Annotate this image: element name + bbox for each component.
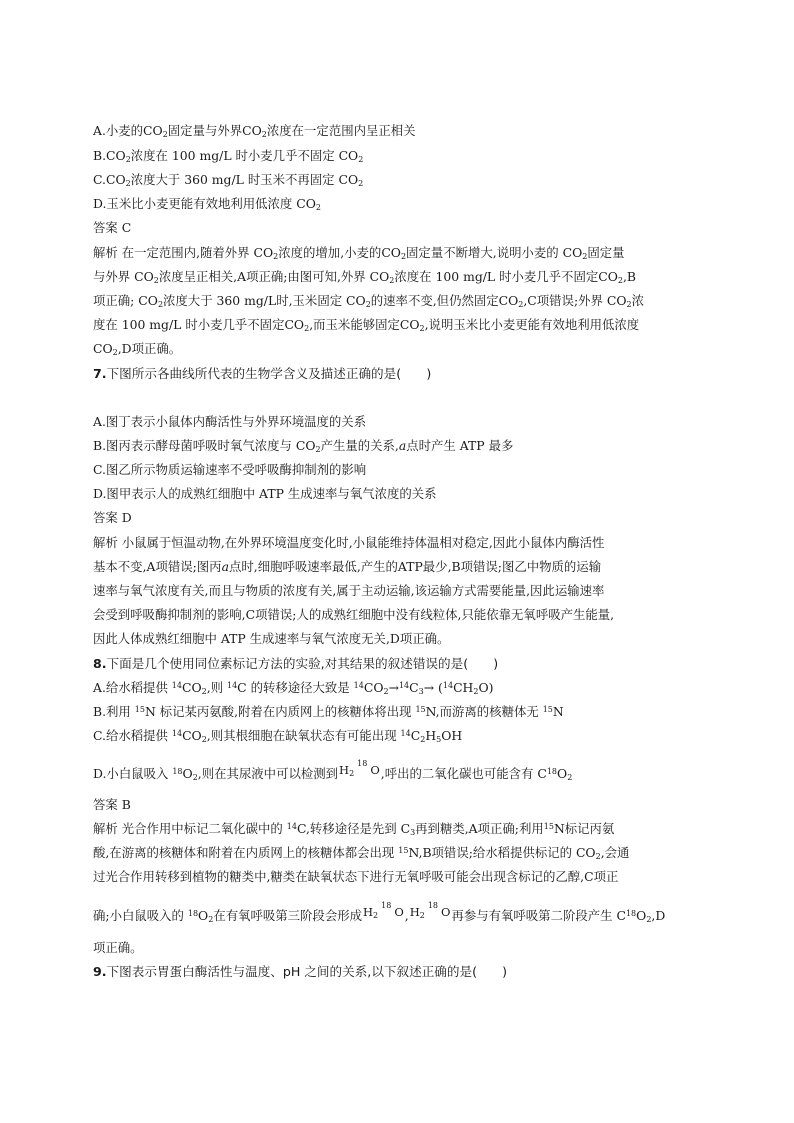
q8-analysis-line: 酸,在游离的核糖体和附着在内质网上的核糖体都会出现 $^{15}$N,B项错误;给水稻提供标记的 $CO_2$,会通 [93,845,630,861]
q6-option-d: D.玉米比小麦更能有效地利用低浓度 $CO_2$ [93,196,321,212]
q7-answer: 答案 D [93,510,132,525]
q7-analysis-line: 解析 小鼠属于恒温动物,在外界环境温度变化时,小鼠能维持体温相对稳定,因此小鼠体内酶活性 [93,535,605,550]
q7-option-b: B.图丙表示酵母菌呼吸时氧气浓度与 $CO_2$产生量的关系,a点时产生 ATP 最多 [93,438,514,454]
q8-stem: 8.下面是几个使用同位素标记方法的实验,对其结果的叙述错误的是( ) [93,656,499,671]
q8-analysis-line: 确;小白鼠吸入的 $^{18}O_2$在有氧呼吸第三阶段会形成$H_2^{18}$ $O,H_2^{18}$ O再参与有氧呼吸第二阶段产生 $C^{18}O_2,D$ [93,901,666,924]
q7-option-c: C.图乙所示物质运输速率不受呼吸酶抑制剂的影响 [93,462,367,477]
q7-analysis-line: 速率与氧气浓度有关,而且与物质的浓度有关,属于主动运输,该运输方式需要能量,因此运输速率 [93,583,605,598]
q8-analysis-line: 项正确。 [93,940,143,955]
q8-analysis-line: 解析 光合作用中标记二氧化碳中的 $^{14}$C,转移途径是先到 $C_3$再到糖类,A项正确;利用$^{15}$N标记丙氨 [93,821,615,837]
q6-analysis-line: $CO_2,D$项正确。 [93,341,182,357]
q7-analysis-line: 基本不变,A项错误;图丙a点时,细胞呼吸速率最低,产生的ATP最少,B项错误;图乙中物质的运输 [93,559,602,574]
q6-analysis-line: 与外界 $CO_2$浓度呈正相关,A项正确;由图可知,外界 $CO_2$浓度在 100 mg/L 时小麦几乎不固定$CO_2,B$ [93,269,637,285]
q7-analysis-line: 因此人体成熟红细胞中 ATP 生成速率与氧气浓度无关,D项正确。 [93,631,450,646]
q8-answer: 答案 B [93,797,131,812]
q7-option-d: D.图甲表示人的成熟红细胞中 ATP 生成速率与氧气浓度的关系 [93,486,437,501]
q6-analysis-line: 度在 100 mg/L 时小麦几乎不固定$CO_2$,而玉米能够固定$CO_2$,说明玉米比小麦更能有效地利用低浓度 [93,317,640,333]
q6-option-c: $C.CO_2$浓度大于 360 mg/L 时玉米不再固定 $CO_2$ [93,172,364,188]
q8-option-d: D.小白鼠吸入 $^{18}O_2$,则在其尿液中可以检测到$H_2^{18}$ O,呼出的二氧化碳也可能含有 $C^{18}O_2$ [93,759,573,782]
q8-option-a: A.给水稻提供 $^{14}CO_2$,则 $^{14}$C 的转移途径大致是 $^{14}CO_2\to^{14}C_3\to (^{14}CH_2O)$ [93,680,494,696]
q9-stem: 9.下图表示胃蛋白酶活性与温度、pH 之间的关系,以下叙述正确的是( ) [93,964,508,979]
q7-analysis-line: 会受到呼吸酶抑制剂的影响,C项错误;人的成熟红细胞中没有线粒体,只能依靠无氧呼吸产生能量, [93,607,615,622]
q8-option-c: C.给水稻提供 $^{14}CO_2$,则其根细胞在缺氧状态有可能出现 $^{14}C_2H_5OH$ [93,728,463,744]
q7-stem: 7.下图所示各曲线所代表的生物学含义及描述正确的是( ) [93,366,432,381]
q7-option-a: A.图丁表示小鼠体内酶活性与外界环境温度的关系 [93,414,367,429]
q6-answer: 答案 C [93,220,132,235]
q6-analysis-line: 解析 在一定范围内,随着外界 $CO_2$浓度的增加,小麦的$CO_2$固定量不断增大,说明小麦的 $CO_2$固定量 [93,245,625,261]
q8-analysis-line: 过光合作用转移到植物的糖类中,糖类在缺氧状态下进行无氧呼吸可能会出现含标记的乙醇,C项正 [93,869,619,884]
q8-option-b: B.利用 $^{15}$N 标记某丙氨酸,附着在内质网上的核糖体将出现 $^{15}$N,而游离的核糖体无 $^{15}$N [93,704,564,719]
q6-analysis-line: 项正确; $CO_2$浓度大于 360 mg/L时,玉米固定 $CO_2$的速率不变,但仍然固定$CO_2,C$项错误;外界 $CO_2$浓 [93,293,644,309]
q6-option-b: $B.CO_2$浓度在 100 mg/L 时小麦几乎不固定 $CO_2$ [93,148,364,164]
q6-option-a: A.小麦的$CO_2$固定量与外界$CO_2$浓度在一定范围内呈正相关 [93,123,416,139]
